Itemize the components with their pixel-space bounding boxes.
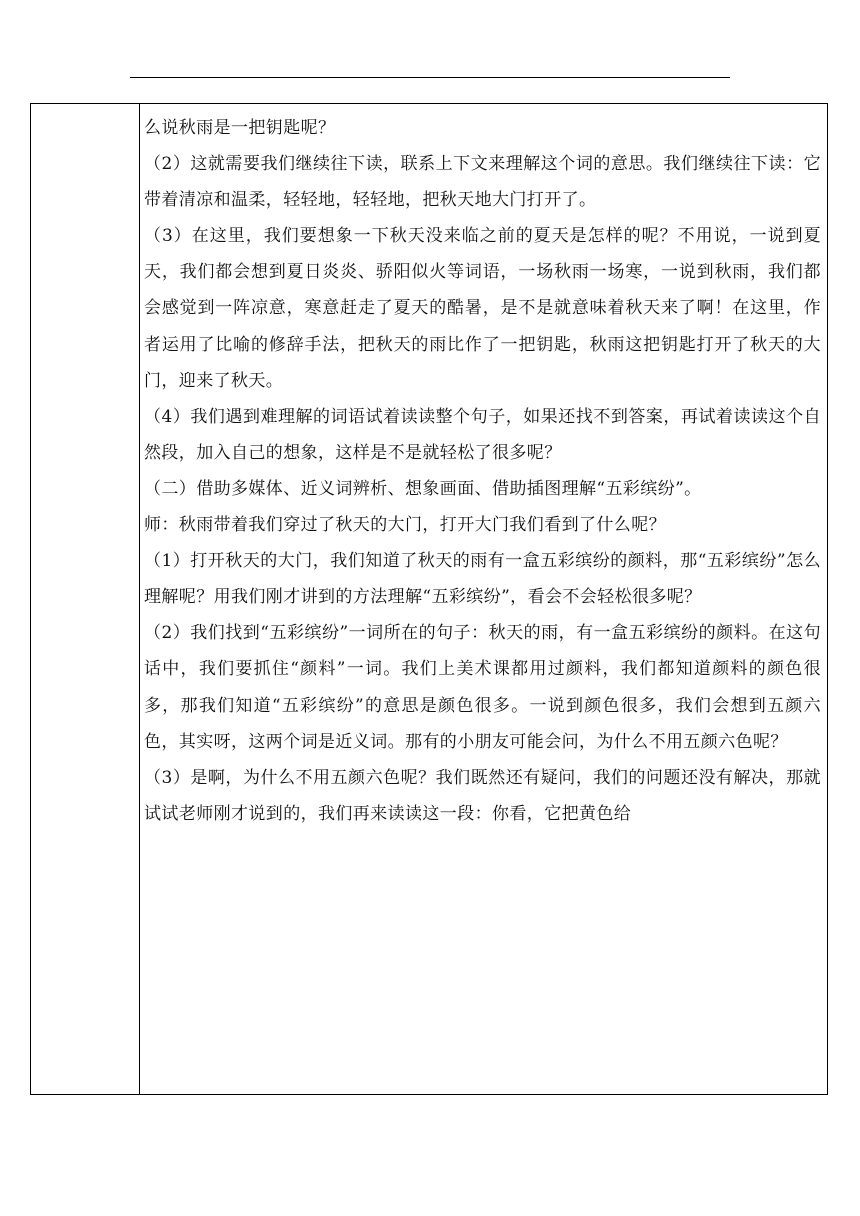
paragraph: （3）在这里，我们要想象一下秋天没来临之前的夏天是怎样的呢？不用说，一说到夏天，我们都会想到夏日炎炎、骄阳似火等词语，一场秋雨一场寒，一说到秋雨，我们都会感觉到一阵凉意，寒意赶走了夏天的酷暑，是不是就意味着秋天来了啊！在这里，作者运用了比喻的修辞手法，把秋天的雨比作了一把钥匙，秋雨这把钥匙打开了秋天的大门，迎来了秋天。 (144, 226, 821, 391)
paragraph: 师：秋雨带着我们穿过了秋天的大门，打开大门我们看到了什么呢？ (144, 515, 666, 536)
header-rule (130, 77, 730, 78)
paragraph: （2）这就需要我们继续往下读，联系上下文来理解这个词的意思。我们继续往下读：它带着清凉和温柔，轻轻地，轻轻地，把秋天地大门打开了。 (144, 154, 821, 211)
paragraph: （1）打开秋天的大门，我们知道了秋天的雨有一盒五彩缤纷的颜料，那“五彩缤纷”怎么理解呢？用我们刚才讲到的方法理解“五彩缤纷”，看会不会轻松很多呢？ (144, 551, 821, 608)
paragraph: （2）我们找到“五彩缤纷”一词所在的句子：秋天的雨，有一盒五彩缤纷的颜料。在这句话中，我们要抓住“颜料”一词。我们上美术课都用过颜料，我们都知道颜料的颜色很多，那我们知道“五彩缤纷”的意思是颜色很多。一说到颜色很多，我们会想到五颜六色，其实呀，这两个词是近义词。那有的小朋友可能会问，为什么不用五颜六色呢？ (144, 623, 821, 752)
paragraph: （3）是啊，为什么不用五颜六色呢？我们既然还有疑问，我们的问题还没有解决，那就试试老师刚才说到的，我们再来读读这一段：你看，它把黄色给 (144, 767, 821, 824)
paragraph: （4）我们遇到难理解的词语试着读读整个句子，如果还找不到答案，再试着读读这个自然段，加入自己的想象，这样是不是就轻松了很多呢？ (144, 406, 821, 463)
left-column-cell (31, 104, 140, 1094)
paragraph: 么说秋雨是一把钥匙呢？ (144, 118, 336, 138)
content-cell (141, 104, 827, 1094)
paragraph: （二）借助多媒体、近义词辨析、想象画面、借助插图理解“五彩缤纷”。 (144, 478, 702, 499)
lesson-table (30, 103, 828, 1095)
